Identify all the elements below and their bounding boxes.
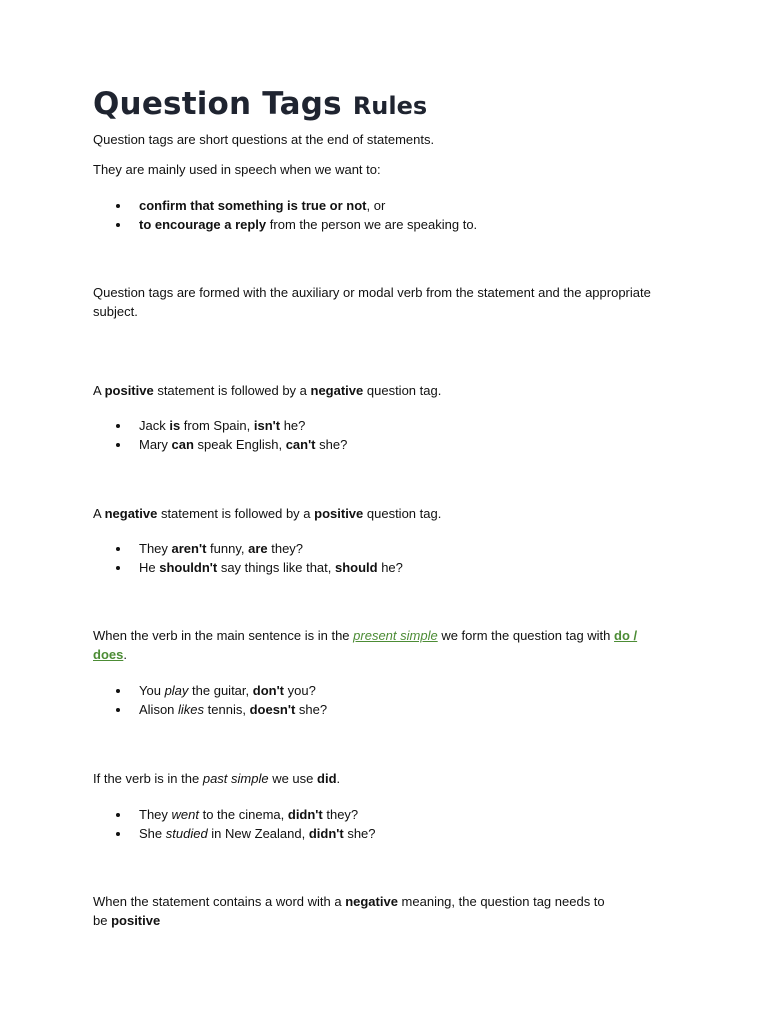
negative-examples-list (93, 539, 403, 577)
positive-rule-paragraph: A positive statement is followed by a negative question tag. (93, 383, 442, 398)
do-does-link[interactable]: do / does (93, 628, 638, 662)
positive-examples-list (93, 416, 347, 454)
list-item: He shouldn't say things like that, should he? (93, 558, 403, 577)
list-item: They aren't funny, are they? (93, 539, 403, 558)
usage-paragraph: They are mainly used in speech when we want to: (93, 162, 381, 177)
past-examples-list (93, 805, 376, 843)
present-simple-link[interactable]: present simple (353, 628, 438, 643)
list-item: confirm that something is true or not, or (93, 196, 477, 215)
present-simple-paragraph: When the verb in the main sentence is in the present simple we form the question tag with do / does. (93, 628, 638, 662)
definition-paragraph: Question tags are short questions at the end of statements. (93, 132, 435, 147)
present-examples-list (93, 681, 327, 719)
list-item: You play the guitar, don't you? (93, 681, 327, 700)
negative-meaning-paragraph: When the statement contains a word with a negative meaning, the question tag needs to be positive (93, 894, 605, 928)
list-item: She studied in New Zealand, didn't she? (93, 824, 376, 843)
past-simple-paragraph: If the verb is in the past simple we use did. (93, 771, 341, 786)
formation-paragraph: Question tags are formed with the auxiliary or modal verb from the statement and the appropriate subject. (93, 285, 651, 319)
list-item: They went to the cinema, didn't they? (93, 805, 376, 824)
title-rules: Rules (352, 92, 428, 120)
list-item: Alison likes tennis, doesn't she? (93, 700, 327, 719)
list-item: Mary can speak English, can't she? (93, 435, 347, 454)
page-title (93, 84, 427, 126)
list-item: Jack is from Spain, isn't he? (93, 416, 347, 435)
list-item: to encourage a reply from the person we are speaking to. (93, 215, 477, 234)
title-main: Question Tags (93, 86, 342, 122)
negative-rule-paragraph: A negative statement is followed by a positive question tag. (93, 506, 442, 521)
uses-list (93, 196, 477, 234)
